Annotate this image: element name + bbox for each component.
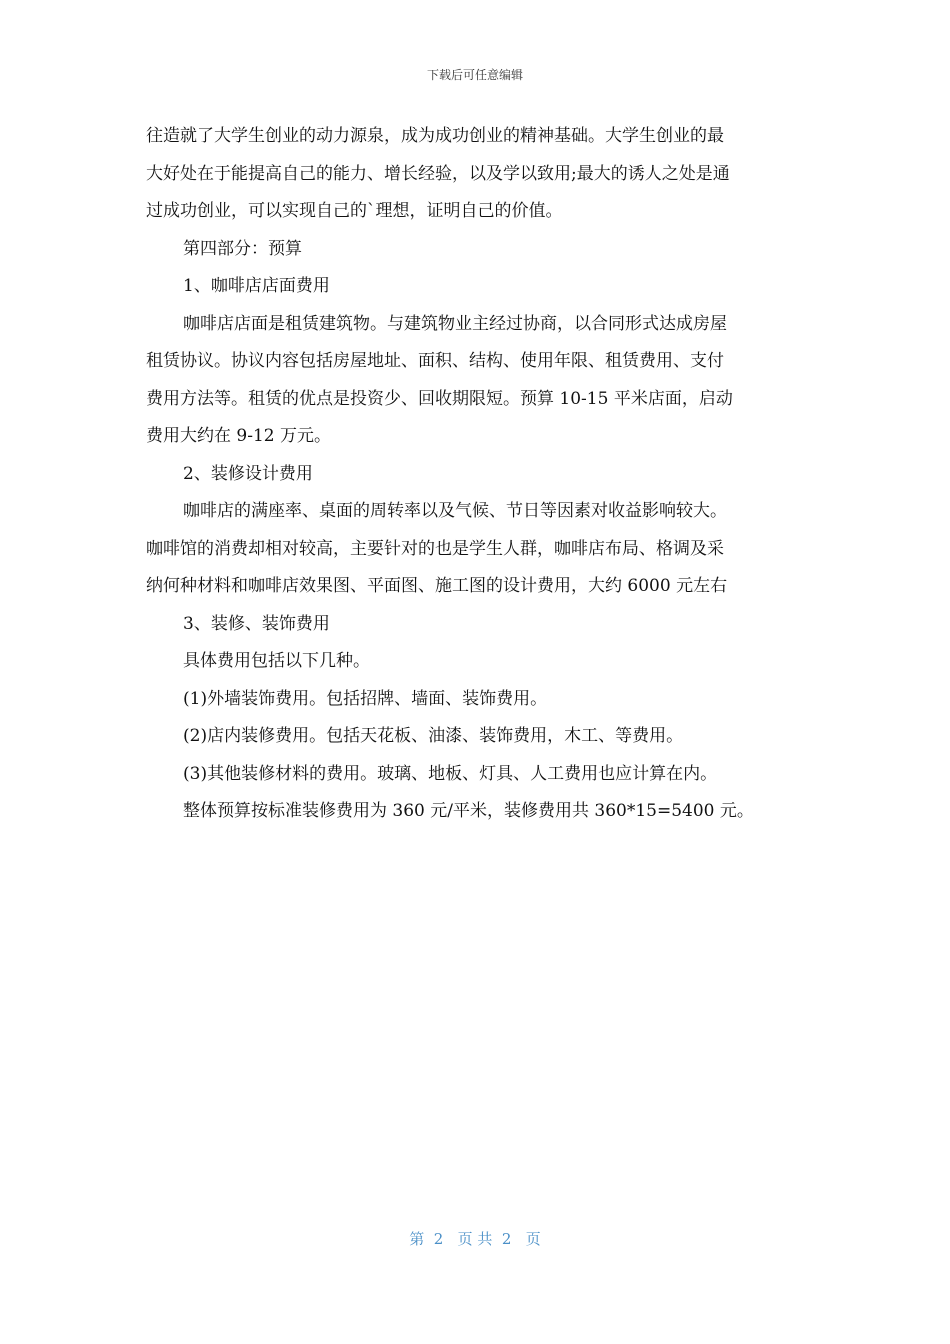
paragraph-line: 租赁协议。协议内容包括房屋地址、面积、结构、使用年限、租赁费用、支付 — [146, 351, 724, 371]
paragraph-line: 过成功创业，可以实现自己的`理想，证明自己的价值。 — [146, 201, 563, 221]
paragraph-line: 咖啡店店面是租赁建筑物。与建筑物业主经过协商，以合同形式达成房屋 — [183, 313, 727, 334]
section-heading: 第四部分：预算 — [183, 238, 302, 259]
list-item: (2)店内装修费用。包括天花板、油漆、装饰费用，木工、等费用。 — [183, 726, 684, 746]
paragraph-line: 具体费用包括以下几种。 — [183, 651, 370, 671]
paragraph-line: 大好处在于能提高自己的能力、增长经验，以及学以致用;最大的诱人之处是通 — [146, 163, 730, 184]
paragraph-line: 费用方法等。租赁的优点是投资少、回收期限短。预算 10-15 平米店面，启动 — [146, 388, 733, 409]
subsection-heading: 1、咖啡店店面费用 — [183, 276, 330, 296]
paragraph-line: 咖啡馆的消费却相对较高，主要针对的也是学生人群，咖啡店布局、格调及采 — [146, 538, 724, 559]
paragraph-line: 往造就了大学生创业的动力源泉，成为成功创业的精神基础。大学生创业的最 — [146, 126, 724, 146]
paragraph-line: 费用大约在 9-12 万元。 — [146, 426, 331, 446]
page-footer: 第 2 页 共 2 页 — [409, 1230, 541, 1248]
subsection-heading: 2、装修设计费用 — [183, 463, 313, 484]
list-item: (3)其他装修材料的费用。玻璃、地板、灯具、人工费用也应计算在内。 — [183, 763, 718, 784]
subsection-heading: 3、装修、装饰费用 — [183, 613, 330, 634]
paragraph-line: 整体预算按标准装修费用为 360 元/平米，装修费用共 360*15=5400 元。 — [183, 801, 754, 821]
list-item: (1)外墙装饰费用。包括招牌、墙面、装饰费用。 — [183, 688, 548, 709]
page-header: 下载后可任意编辑 — [426, 68, 523, 82]
paragraph-line: 纳何种材料和咖啡店效果图、平面图、施工图的设计费用，大约 6000 元左右 — [146, 576, 728, 596]
paragraph-line: 咖啡店的满座率、桌面的周转率以及气候、节日等因素对收益影响较大。 — [183, 501, 727, 521]
document-body — [146, 118, 810, 831]
